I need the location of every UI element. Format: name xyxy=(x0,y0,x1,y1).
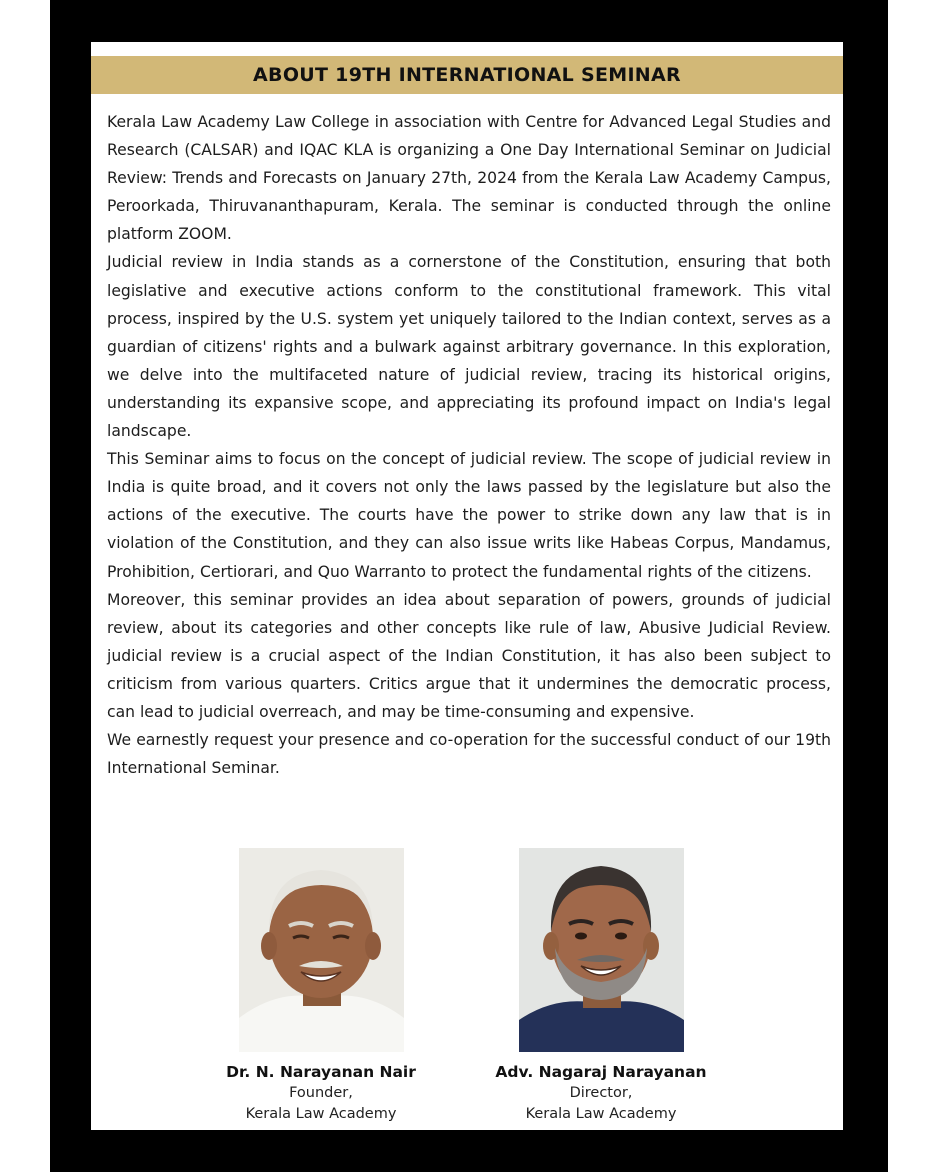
portrait-bearded-man-icon xyxy=(519,848,684,1052)
founder-org: Kerala Law Academy xyxy=(245,1106,397,1122)
paragraph-moreover: Moreover, this seminar provides an idea about separation of powers, grounds of judicial review, about its categories and other concepts like rule of law, Abusive Judicial Review. judicial review is a crucial aspect of the Indian Constitution, it has also been subject to criticism from various quarters. Critics argue that it undermines the democratic process, can lead to judicial overreach, and may be time-consuming and expensive. xyxy=(107,590,831,721)
seminar-card xyxy=(91,42,843,1130)
founder-role: Founder, xyxy=(289,1085,353,1101)
paragraph-request: We earnestly request your presence and co-operation for the successful conduct of our 19th International Seminar. xyxy=(107,731,831,778)
people-section xyxy=(91,848,843,1128)
paragraph-intro: Kerala Law Academy Law College in association with Centre for Advanced Legal Studies and Research (CALSAR) and IQAC KLA is organizing a One Day International Seminar on Judicial Review: Trends and Forecasts on January 27th, 2024 from the Kerala Law Academy Campus, Peroorkada, Thiruvananthapuram, Kerala. The seminar is conducted through the online platform ZOOM. xyxy=(107,113,831,244)
founder-photo xyxy=(239,848,404,1052)
title-banner xyxy=(91,56,843,94)
person-director xyxy=(471,848,731,1125)
banner-title: ABOUT 19TH INTERNATIONAL SEMINAR xyxy=(253,64,681,86)
director-name: Adv. Nagaraj Narayanan xyxy=(495,1063,707,1081)
paragraph-seminar-aims: This Seminar aims to focus on the concept of judicial review. The scope of judicial review in India is quite broad, and it covers not only the laws passed by the legislature but also the actions of the executive. The courts have the power to strike down any law that is in violation of the Constitution, and they can also issue writs like Habeas Corpus, Mandamus, Prohibition, Certiorari, and Quo Warranto to protect the fundamental rights of the citizens. xyxy=(107,450,831,581)
director-photo xyxy=(519,848,684,1052)
portrait-elderly-man-icon xyxy=(239,848,404,1052)
seminar-description xyxy=(107,108,831,782)
director-role: Director, xyxy=(569,1085,633,1101)
founder-name: Dr. N. Narayanan Nair xyxy=(226,1063,416,1081)
director-org: Kerala Law Academy xyxy=(525,1106,677,1122)
person-founder xyxy=(191,848,451,1125)
paragraph-judicial-review: Judicial review in India stands as a cornerstone of the Constitution, ensuring that both legislative and executive actions conform to the constitutional framework. This vital process, inspired by the U.S. system yet uniquely tailored to the Indian context, serves as a guardian of citizens' rights and a bulwark against arbitrary governance. In this exploration, we delve into the multifaceted nature of judicial review, tracing its historical origins, understanding its expansive scope, and appreciating its profound impact on India's legal landscape. xyxy=(107,253,831,441)
